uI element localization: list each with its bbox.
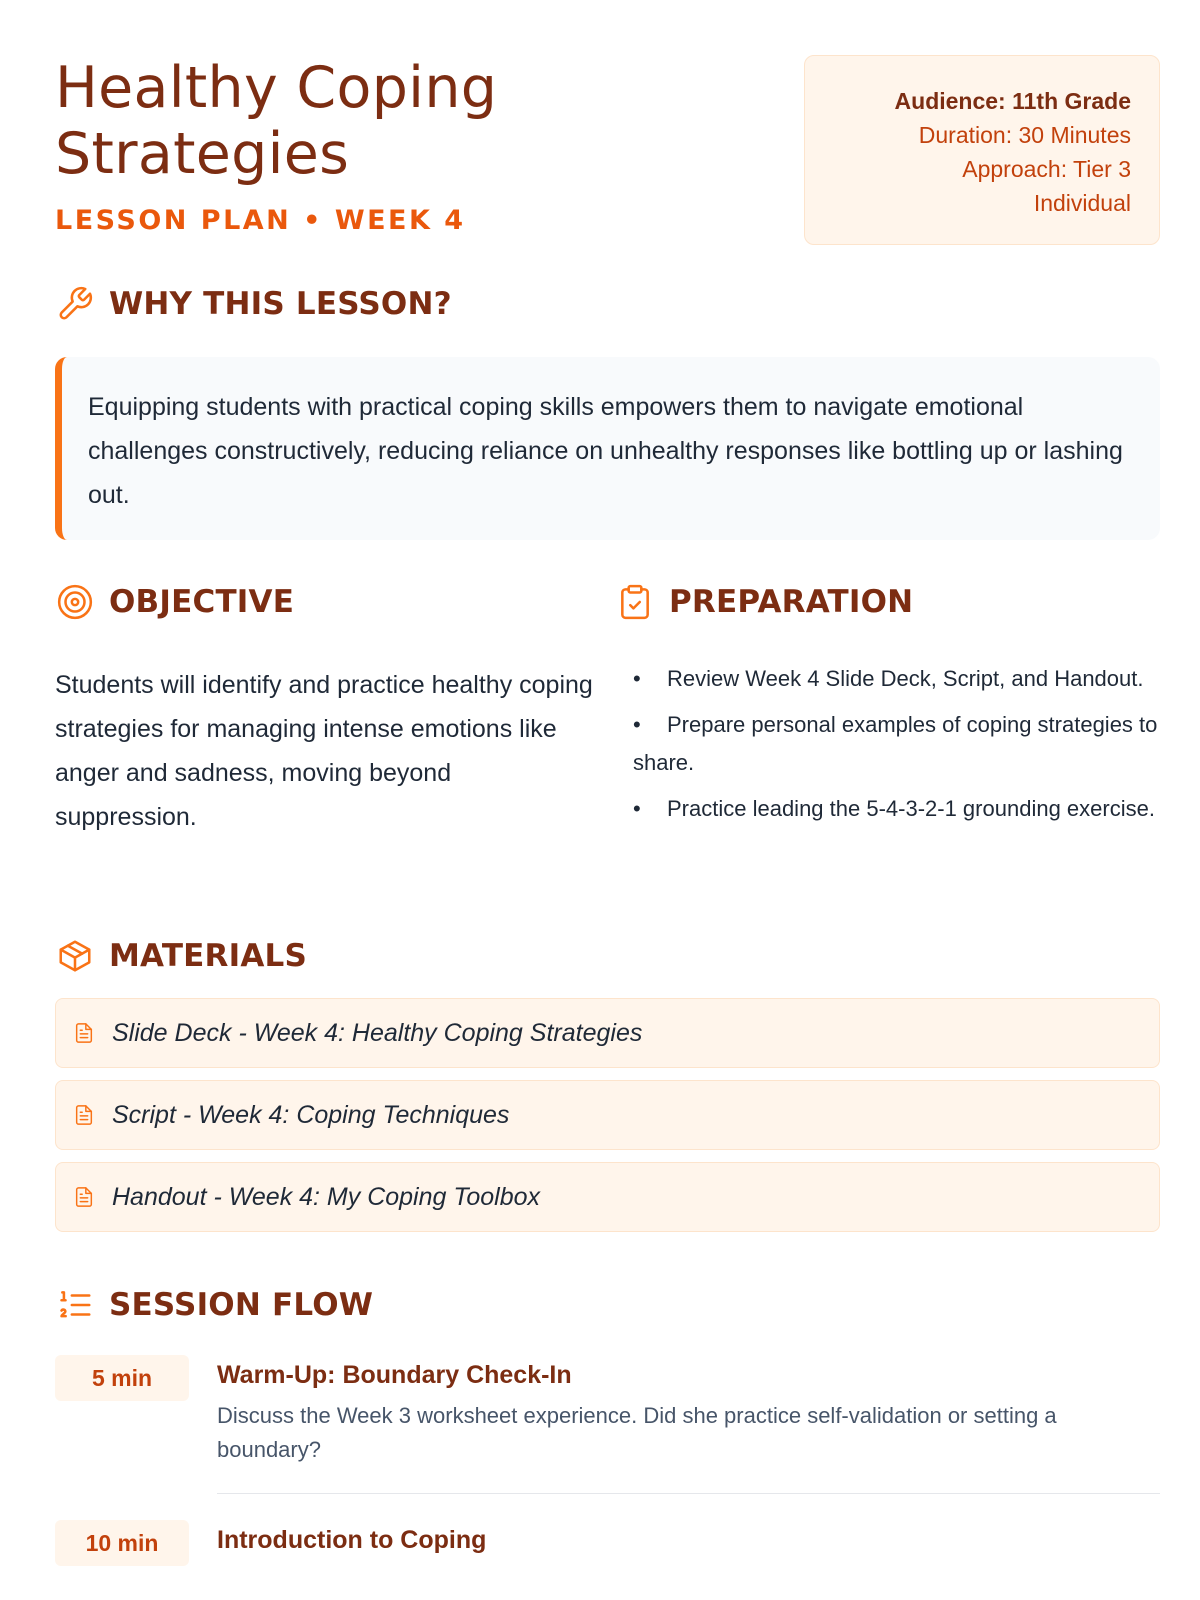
material-item-handout[interactable] — [55, 1162, 1160, 1232]
wrench-icon — [55, 284, 95, 324]
target-icon — [55, 582, 95, 622]
lesson-meta-box — [804, 55, 1160, 245]
approach-label: Approach: Tier 3 Individual — [962, 156, 1131, 216]
materials-section-heading — [55, 936, 307, 976]
preparation-section-heading — [615, 582, 913, 622]
package-icon — [55, 936, 95, 976]
file-text-icon — [70, 1183, 98, 1211]
page-subtitle: LESSON PLAN • WEEK 4 — [55, 205, 466, 236]
step-body — [217, 1355, 1160, 1467]
step-divider — [217, 1493, 1160, 1494]
objective-text: Students will identify and practice healthy coping strategies for managing intense emotions like anger and sadness, moving beyond suppression. — [55, 671, 593, 831]
step-duration-badge: 5 min — [55, 1355, 189, 1401]
page-title: Healthy Coping Strategies — [55, 55, 498, 187]
objective-heading: OBJECTIVE — [109, 584, 295, 620]
material-label: Slide Deck - Week 4: Healthy Coping Strategies — [112, 1018, 643, 1047]
session-step — [55, 1520, 1160, 1580]
preparation-list — [633, 660, 1160, 836]
lesson-plan-page — [55, 0, 1160, 1600]
file-text-icon — [70, 1101, 98, 1129]
step-description: Discuss the Week 3 worksheet experience. Did she practice self-validation or setting a boundary? — [217, 1403, 1057, 1462]
materials-heading: MATERIALS — [109, 938, 308, 974]
material-item-script[interactable] — [55, 1080, 1160, 1150]
lesson-header — [55, 55, 1160, 245]
material-label: Script - Week 4: Coping Techniques — [112, 1100, 510, 1129]
audience-label: Audience: 11th Grade — [894, 88, 1131, 114]
why-text: Equipping students with practical coping skills empowers them to navigate emotional challenges constructively, reducing reliance on unhealthy responses like bottling up or lashing out. — [88, 393, 1123, 509]
clipboard-check-icon — [615, 582, 655, 622]
duration-label: Duration: 30 Minutes — [918, 122, 1131, 148]
list-item: • Review Week 4 Slide Deck, Script, and Handout. — [633, 660, 1160, 698]
why-section-heading — [55, 284, 452, 324]
list-item: • Practice leading the 5-4-3-2-1 grounding exercise. — [633, 790, 1160, 828]
why-heading: WHY THIS LESSON? — [109, 286, 452, 322]
step-duration-badge: 10 min — [55, 1520, 189, 1566]
material-item-slide-deck[interactable] — [55, 998, 1160, 1068]
objective-section-heading — [55, 582, 294, 622]
step-title: Warm-Up: Boundary Check-In — [217, 1361, 572, 1389]
file-text-icon — [70, 1019, 98, 1047]
list-item: • Prepare personal examples of coping strategies to share. — [633, 706, 1160, 782]
numbered-list-icon — [55, 1285, 95, 1325]
why-callout — [55, 357, 1160, 540]
session-step — [55, 1355, 1160, 1475]
session-flow-heading: SESSION FLOW — [109, 1287, 374, 1323]
step-body — [217, 1520, 1160, 1560]
material-label: Handout - Week 4: My Coping Toolbox — [112, 1182, 541, 1211]
session-flow-section-heading — [55, 1285, 373, 1325]
step-title: Introduction to Coping — [217, 1526, 487, 1554]
preparation-heading: PREPARATION — [669, 584, 914, 620]
